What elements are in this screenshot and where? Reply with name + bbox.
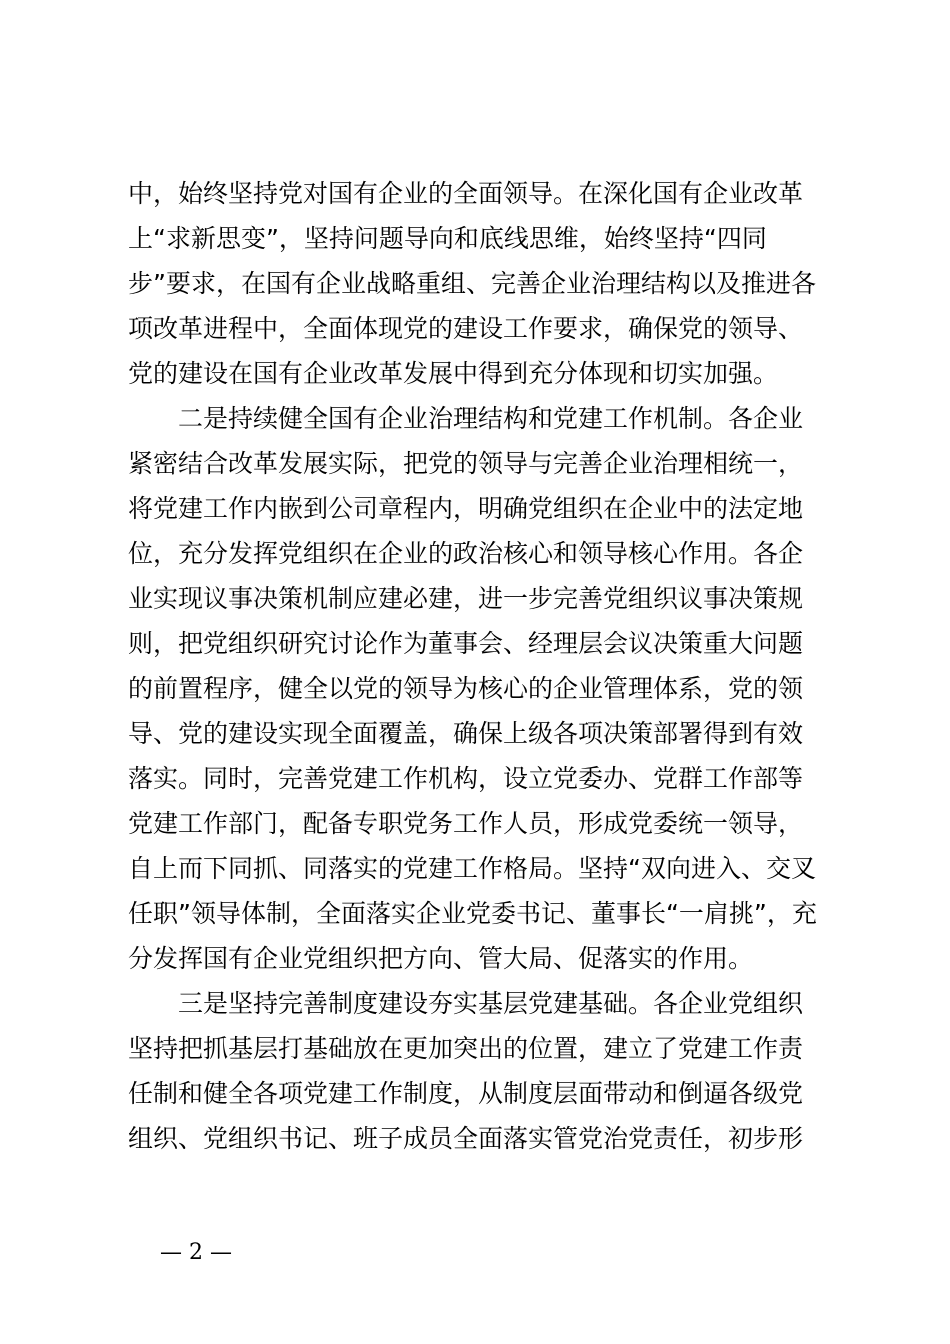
- body-line-12: 的前置程序，健全以党的领导为核心的企业管理体系，党的领: [128, 674, 804, 703]
- body-line-8: 将党建工作内嵌到公司章程内，明确党组织在企业中的法定地: [128, 494, 804, 523]
- body-line-4: 项改革进程中，全面体现党的建设工作要求，确保党的领导、: [128, 314, 804, 343]
- body-line-21: 任制和健全各项党建工作制度，从制度层面带动和倒逼各级党: [128, 1079, 804, 1108]
- body-line-11: 则，把党组织研究讨论作为董事会、经理层会议决策重大问题: [128, 629, 804, 658]
- page-number: — 2 —: [160, 1240, 232, 1265]
- body-line-9: 位，充分发挥党组织在企业的政治核心和领导核心作用。各企: [128, 539, 804, 568]
- body-line-3: 步”要求，在国有企业战略重组、完善企业治理结构以及推进各: [128, 269, 816, 298]
- body-line-13: 导、党的建设实现全面覆盖，确保上级各项决策部署得到有效: [128, 719, 804, 748]
- body-line-7: 紧密结合改革发展实际，把党的领导与完善企业治理相统一，: [128, 449, 804, 478]
- body-line-5: 党的建设在国有企业改革发展中得到充分体现和切实加强。: [128, 359, 779, 388]
- body-line-14: 落实。同时，完善党建工作机构，设立党委办、党群工作部等: [128, 764, 804, 793]
- paragraph-2-line-1: 二是持续健全国有企业治理结构和党建工作机制。各企业: [178, 404, 804, 433]
- body-line-20: 坚持把抓基层打基础放在更加突出的位置，建立了党建工作责: [128, 1034, 804, 1063]
- body-line-15: 党建工作部门，配备专职党务工作人员，形成党委统一领导，: [128, 809, 804, 838]
- body-line-18: 分发挥国有企业党组织把方向、管大局、促落实的作用。: [128, 944, 754, 973]
- body-line-16: 自上而下同抓、同落实的党建工作格局。坚持“双向进入、交叉: [128, 854, 816, 883]
- body-line-10: 业实现议事决策机制应建必建，进一步完善党组织议事决策规: [128, 584, 804, 613]
- body-line-22: 组织、党组织书记、班子成员全面落实管党治党责任，初步形: [128, 1124, 804, 1153]
- body-line-17: 任职”领导体制，全面落实企业党委书记、董事长“一肩挑”，充: [128, 899, 817, 928]
- body-line-1: 中，始终坚持党对国有企业的全面领导。在深化国有企业改革: [128, 179, 804, 208]
- paragraph-3-line-1: 三是坚持完善制度建设夯实基层党建基础。各企业党组织: [178, 989, 804, 1018]
- body-line-2: 上“求新思变”，坚持问题导向和底线思维，始终坚持“四同: [128, 224, 767, 253]
